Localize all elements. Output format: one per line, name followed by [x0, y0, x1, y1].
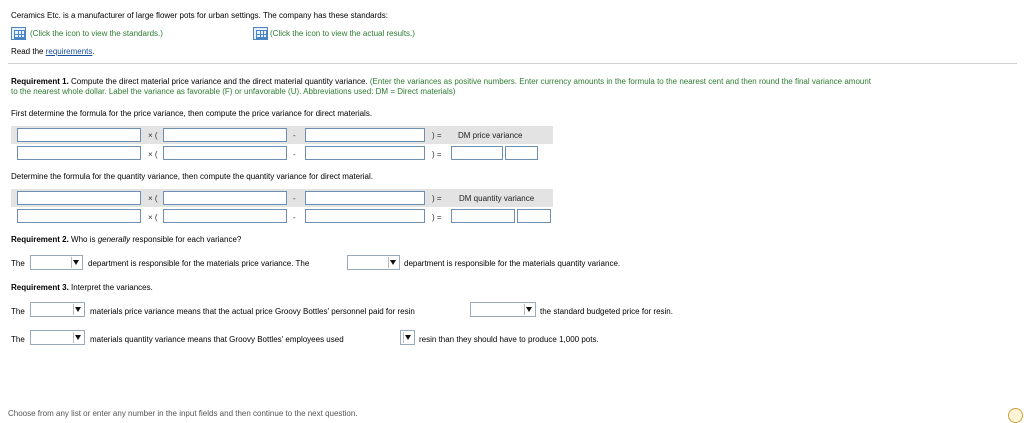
req1-label: Requirement 1. — [11, 77, 69, 86]
quantity-formula-input-2[interactable] — [163, 191, 287, 205]
chevron-down-icon — [524, 304, 534, 315]
quantity-value-input-1[interactable] — [17, 209, 141, 223]
req2-text-pre: Who is — [68, 235, 98, 244]
price-comparison-select[interactable] — [470, 302, 536, 317]
help-icon[interactable] — [1008, 408, 1023, 423]
minus-operator: - — [293, 150, 296, 159]
req3-row2-mid: materials quantity variance means that Groovy Bottles' employees used — [90, 335, 344, 344]
chevron-down-icon — [71, 257, 81, 268]
quantity-comparison-select[interactable] — [400, 330, 415, 345]
chevron-down-icon — [73, 304, 83, 315]
divider — [8, 63, 1017, 64]
quantity-value-input-2[interactable] — [163, 209, 287, 223]
dm-price-variance-label: DM price variance — [458, 131, 523, 140]
req1-note-line2: to the nearest whole dollar. Label the variance as favorable (F) or unfavorable (U). Abbreviations used: DM = Direct materials) — [11, 87, 456, 96]
dm-quantity-variance-label: DM quantity variance — [459, 194, 535, 203]
quantity-instruction: Determine the formula for the quantity variance, then compute the quantity variance for direct material. — [11, 172, 373, 181]
results-link[interactable]: (Click the icon to view the actual results.) — [270, 29, 415, 38]
times-operator: × ( — [148, 150, 158, 159]
price-dept-select[interactable] — [30, 255, 83, 270]
quantity-variance-fu-input[interactable] — [517, 209, 551, 223]
price-formula-input-2[interactable] — [163, 128, 287, 142]
price-instruction: First determine the formula for the price variance, then compute the price variance for direct materials. — [11, 109, 373, 118]
req1-text: Compute the direct material price variance and the direct material quantity variance. — [68, 77, 368, 86]
quantity-formula-input-1[interactable] — [17, 191, 141, 205]
equals-operator: ) = — [432, 131, 442, 140]
req3-text: Interpret the variances. — [68, 283, 153, 292]
price-value-input-3[interactable] — [305, 146, 425, 160]
quantity-formula-input-3[interactable] — [305, 191, 425, 205]
chevron-down-icon — [388, 257, 398, 268]
minus-operator: - — [293, 131, 296, 140]
req2-mid: department is responsible for the materials price variance. The — [88, 259, 310, 268]
standards-link[interactable]: (Click the icon to view the standards.) — [30, 29, 163, 38]
req3-row2-the: The — [11, 335, 25, 344]
price-variance-fu-input[interactable] — [505, 146, 538, 160]
intro-text: Ceramics Etc. is a manufacturer of large flower pots for urban settings. The company has these standards: — [11, 11, 388, 20]
quantity-fu-select[interactable] — [30, 330, 85, 345]
quantity-variance-amount-input[interactable] — [451, 209, 515, 223]
chevron-down-icon — [73, 332, 83, 343]
req3-label: Requirement 3. — [11, 283, 69, 292]
price-variance-amount-input[interactable] — [451, 146, 503, 160]
table-icon[interactable] — [11, 27, 26, 40]
read-prefix: Read the — [11, 47, 46, 56]
minus-operator: - — [293, 213, 296, 222]
read-requirements — [11, 47, 95, 56]
equals-operator: ) = — [432, 150, 442, 159]
times-operator: × ( — [148, 194, 158, 203]
req2-heading — [11, 235, 241, 244]
req2-end: department is responsible for the materials quantity variance. — [404, 259, 621, 268]
quantity-dept-select[interactable] — [347, 255, 400, 270]
price-fu-select[interactable] — [30, 302, 85, 317]
req3-row1-the: The — [11, 307, 25, 316]
req2-text-em: generally — [97, 235, 131, 244]
req3-row1-mid: materials price variance means that the actual price Groovy Bottles' personnel paid for resin — [90, 307, 415, 316]
req2-text-post: responsible for each variance? — [130, 235, 242, 244]
equals-operator: ) = — [432, 194, 442, 203]
req1-heading — [11, 77, 871, 86]
price-value-input-1[interactable] — [17, 146, 141, 160]
req1-note-line1: (Enter the variances as positive numbers. Enter currency amounts in the formula to the nearest cent and then round the final variance amount — [369, 77, 872, 86]
price-formula-input-1[interactable] — [17, 128, 141, 142]
price-value-input-2[interactable] — [163, 146, 287, 160]
req3-heading — [11, 283, 153, 292]
times-operator: × ( — [148, 213, 158, 222]
quantity-value-input-3[interactable] — [305, 209, 425, 223]
req2-the: The — [11, 259, 25, 268]
minus-operator: - — [293, 194, 296, 203]
times-operator: × ( — [148, 131, 158, 140]
req3-row1-end: the standard budgeted price for resin. — [540, 307, 673, 316]
equals-operator: ) = — [432, 213, 442, 222]
req3-row2-end: resin than they should have to produce 1,000 pots. — [419, 335, 599, 344]
req2-label: Requirement 2. — [11, 235, 69, 244]
footer-instruction: Choose from any list or enter any number in the input fields and then continue to the next question. — [8, 409, 358, 418]
table-icon[interactable] — [253, 27, 268, 40]
chevron-down-icon — [403, 332, 413, 343]
price-formula-input-3[interactable] — [305, 128, 425, 142]
requirements-link[interactable]: requirements — [45, 47, 93, 56]
read-suffix: . — [92, 47, 95, 56]
